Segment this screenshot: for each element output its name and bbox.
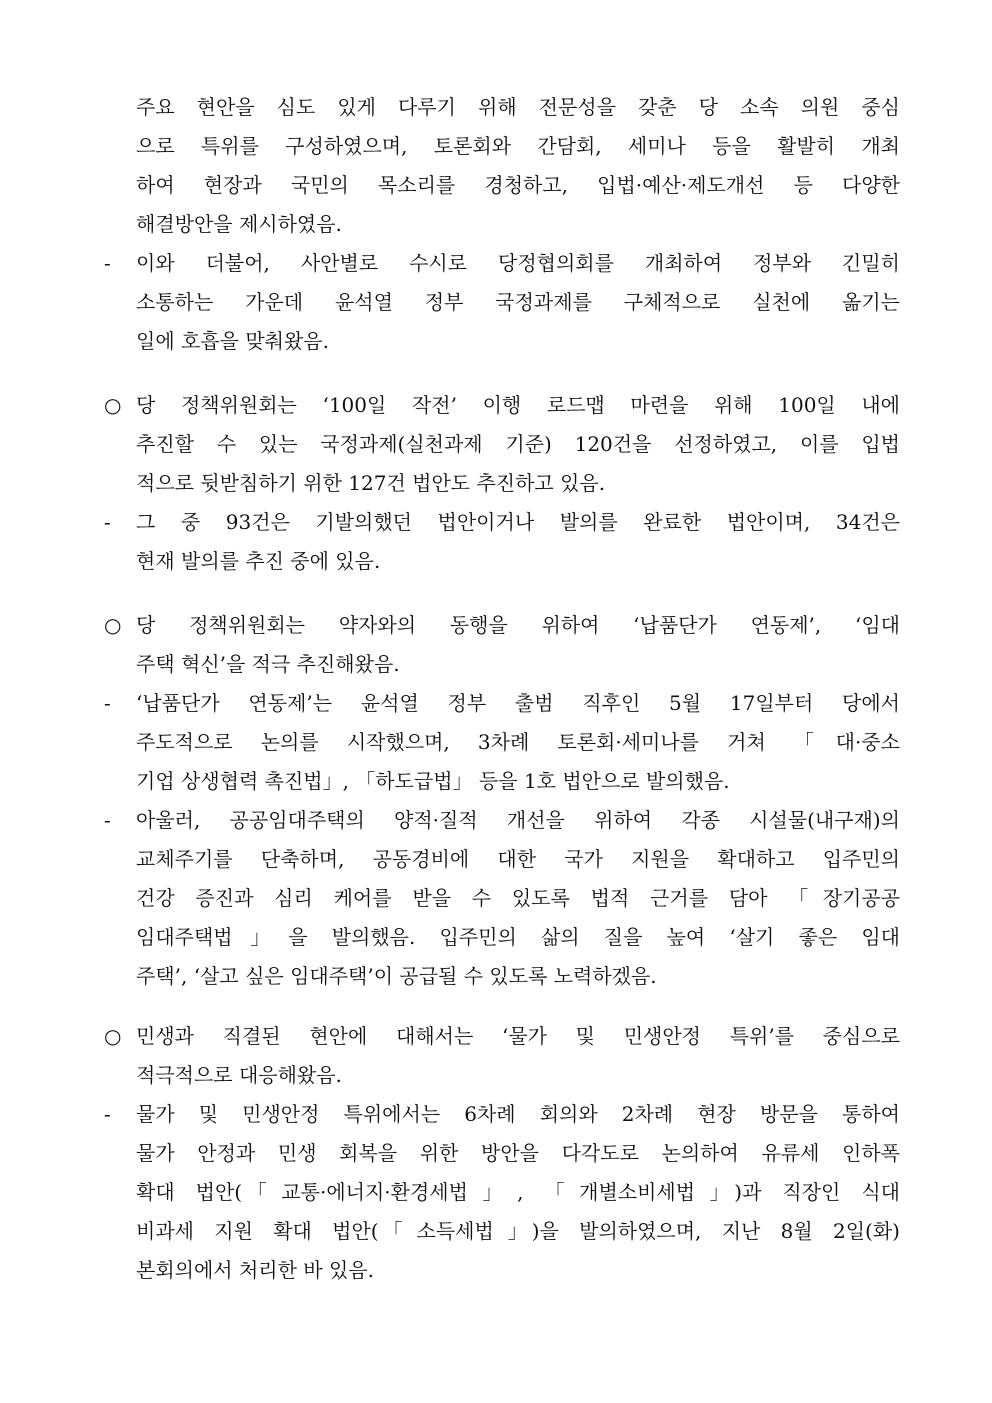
text-line [104, 166, 900, 205]
line-text: 물가 및 민생안정 특위에서는 6차례 회의와 2차례 현장 방문을 통하여 [136, 1102, 900, 1126]
line-text: 임대주택법」을 발의했음. 입주민의 삶의 질을 높여 ‘살기 좋은 임대 [136, 925, 900, 949]
line-text: 그 중 93건은 기발의했던 법안이거나 발의를 완료한 법안이며, 34건은 [136, 510, 900, 534]
line-text: 주택 혁신’을 적극 추진해왔음. [136, 652, 400, 676]
circle-bullet-icon: ○ [104, 393, 122, 417]
line-text: 으로 특위를 구성하였으며, 토론회와 간담회, 세미나 등을 활발히 개최 [136, 134, 900, 158]
text-line [104, 1056, 900, 1095]
line-text: 하여 현장과 국민의 목소리를 경청하고, 입법·예산·제도개선 등 다양한 [136, 173, 900, 197]
text-line [104, 244, 900, 283]
text-line [104, 464, 900, 503]
text-line [104, 425, 900, 464]
line-text: 추진할 수 있는 국정과제(실천과제 기준) 120건을 선정하였고, 이를 입법 [136, 432, 900, 456]
line-text: 민생과 직결된 현안에 대해서는 ‘물가 및 민생안정 특위’를 중심으로 [136, 1024, 900, 1048]
line-text: 건강 증진과 심리 케어를 받을 수 있도록 법적 근거를 담아 「장기공공 [136, 886, 900, 910]
text-line [104, 386, 900, 425]
section-100-day-plan [104, 386, 900, 581]
line-text: 주택’, ‘살고 싶은 임대주택’이 공급될 수 있도록 노력하겠음. [136, 964, 657, 988]
line-text: 교체주기를 단축하며, 공동경비에 대한 국가 지원을 확대하고 입주민의 [136, 847, 900, 871]
text-line [104, 322, 900, 361]
text-line [104, 879, 900, 918]
dash-bullet-icon: - [104, 808, 111, 832]
section-livelihood-task-force [104, 1017, 900, 1290]
line-text: 해결방안을 제시하였음. [136, 212, 342, 236]
text-line [104, 283, 900, 322]
dash-bullet-icon: - [104, 691, 111, 715]
circle-bullet-icon: ○ [104, 1024, 122, 1048]
text-line [104, 684, 900, 723]
text-line [104, 1251, 900, 1290]
text-line [104, 1095, 900, 1134]
line-text: 기업 상생협력 촉진법」, 「하도급법」 등을 1호 법안으로 발의했음. [136, 769, 730, 793]
line-text: 이와 더불어, 사안별로 수시로 당정협의회를 개최하여 정부와 긴밀히 [136, 251, 900, 275]
line-text: 적극적으로 대응해왔음. [136, 1063, 342, 1087]
sub-paragraph [104, 244, 900, 361]
text-line [104, 1173, 900, 1212]
line-text: 확대 법안(「교통·에너지·환경세법」, 「개별소비세법」)과 직장인 식대 [136, 1180, 900, 1204]
line-text: 적으로 뒷받침하기 위한 127건 법안도 추진하고 있음. [136, 471, 606, 495]
text-line [104, 88, 900, 127]
text-line [104, 542, 900, 581]
text-line [104, 645, 900, 684]
text-line [104, 918, 900, 957]
main-paragraph [104, 1017, 900, 1095]
line-text: 당 정책위원회는 약자와의 동행을 위하여 ‘납품단가 연동제’, ‘임대 [136, 613, 900, 637]
main-paragraph [104, 606, 900, 684]
line-text: 일에 호흡을 맞춰왔음. [136, 329, 329, 353]
sub-paragraph [104, 801, 900, 996]
section-vulnerable-support [104, 606, 900, 996]
line-text: 비과세 지원 확대 법안(「소득세법」)을 발의하였으며, 지난 8월 2일(화) [136, 1219, 900, 1243]
text-line [104, 606, 900, 645]
sub-paragraph [104, 1095, 900, 1290]
section-committee-operations [104, 88, 900, 361]
dash-bullet-icon: - [104, 1102, 111, 1126]
main-paragraph [104, 386, 900, 503]
line-text: 소통하는 가운데 윤석열 정부 국정과제를 구체적으로 실천에 옮기는 [136, 290, 900, 314]
text-line [104, 957, 900, 996]
line-text: 주도적으로 논의를 시작했으며, 3차례 토론회·세미나를 거쳐 「대·중소 [136, 730, 900, 754]
text-line [104, 840, 900, 879]
text-line [104, 762, 900, 801]
line-text: 당 정책위원회는 ‘100일 작전’ 이행 로드맵 마련을 위해 100일 내에 [136, 393, 900, 417]
text-line [104, 1212, 900, 1251]
text-line [104, 1017, 900, 1056]
continued-paragraph [104, 88, 900, 244]
text-line [104, 127, 900, 166]
text-line [104, 1134, 900, 1173]
line-text: 아울러, 공공임대주택의 양적·질적 개선을 위하여 각종 시설물(내구재)의 [136, 808, 900, 832]
dash-bullet-icon: - [104, 251, 111, 275]
line-text: ‘납품단가 연동제’는 윤석열 정부 출범 직후인 5월 17일부터 당에서 [136, 691, 900, 715]
line-text: 주요 현안을 심도 있게 다루기 위해 전문성을 갖춘 당 소속 의원 중심 [136, 95, 900, 119]
text-line [104, 723, 900, 762]
line-text: 현재 발의를 추진 중에 있음. [136, 549, 381, 573]
text-line [104, 503, 900, 542]
sub-paragraph [104, 684, 900, 801]
sub-paragraph [104, 503, 900, 581]
text-line [104, 801, 900, 840]
text-line [104, 205, 900, 244]
line-text: 본회의에서 처리한 바 있음. [136, 1258, 374, 1282]
line-text: 물가 안정과 민생 회복을 위한 방안을 다각도로 논의하여 유류세 인하폭 [136, 1141, 900, 1165]
circle-bullet-icon: ○ [104, 613, 122, 637]
dash-bullet-icon: - [104, 510, 111, 534]
